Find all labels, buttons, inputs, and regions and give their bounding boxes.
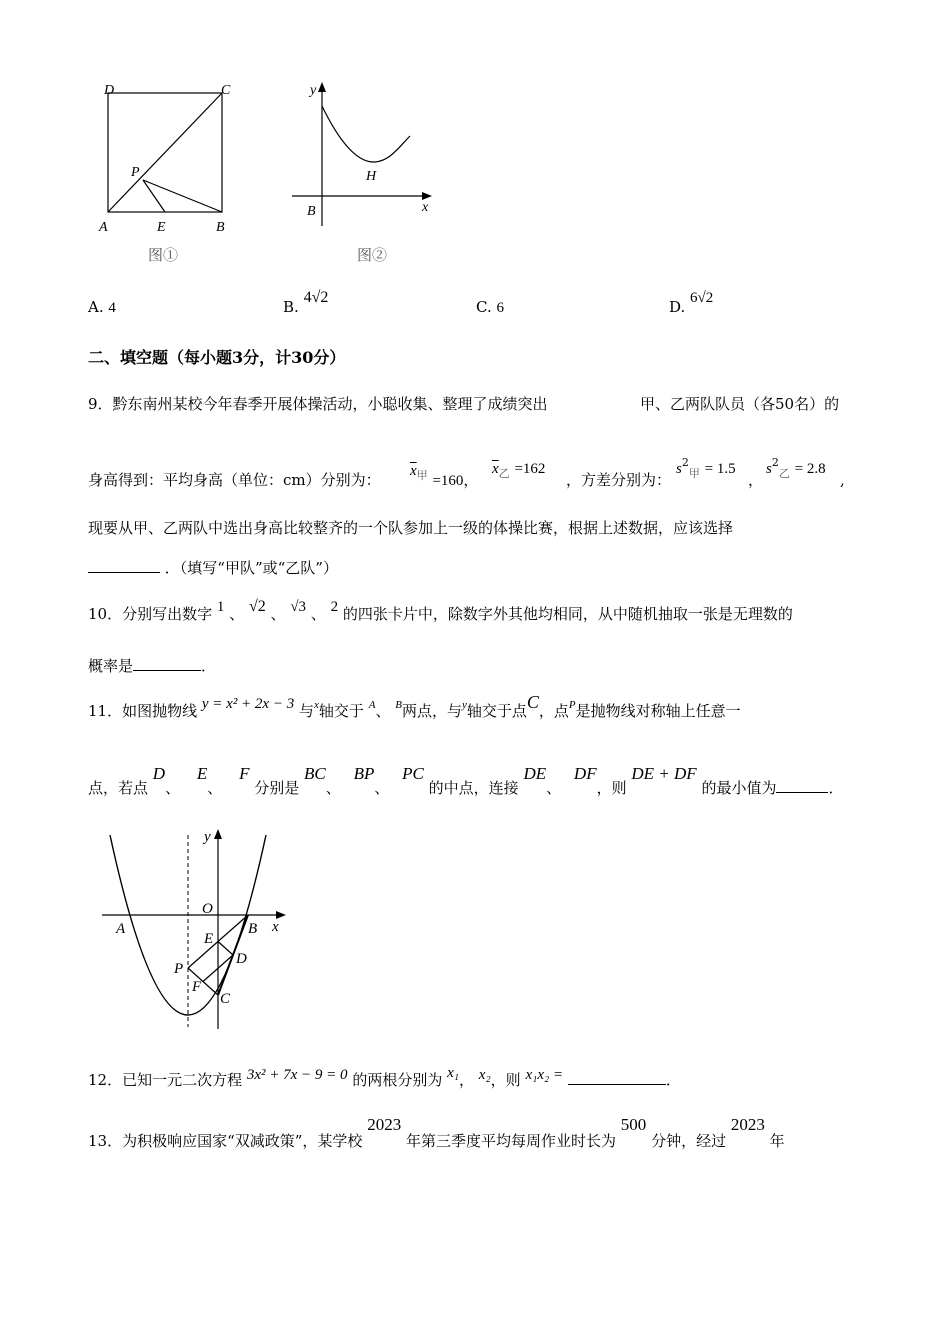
- q9-line3: 现要从甲、乙两队中选出身高比较整齐的一个队参加上一级的体操比赛，根据上述数据，应该选择: [88, 519, 734, 537]
- q11-df: DF: [573, 764, 597, 783]
- q11-t5: ，点: [538, 702, 569, 720]
- q11-b: B: [395, 699, 402, 711]
- q11-t6: 是抛物线对称轴上任意一: [575, 702, 741, 720]
- section-2-title: 二、填空题（每小题3分，计30分）: [88, 348, 346, 367]
- q11-sep-df: 、: [546, 779, 562, 797]
- q11-t4: 轴交于点: [466, 702, 527, 720]
- q11-end: ．: [828, 779, 844, 797]
- option-c: [476, 297, 504, 318]
- segment-de: [218, 942, 233, 956]
- curve: [322, 106, 410, 162]
- s-sup: 2: [681, 456, 689, 469]
- option-d-key: D.: [669, 298, 686, 316]
- sep-2: 、: [270, 605, 286, 623]
- s-sup-2: 2: [771, 456, 779, 469]
- q12-then: ，则: [490, 1071, 521, 1089]
- q11-line2-e: 的最小值为: [701, 779, 777, 797]
- q11-x: x: [314, 699, 319, 711]
- option-a-key: A.: [88, 298, 104, 316]
- q11-sep-ab: 、: [375, 702, 391, 720]
- option-d: [669, 287, 714, 316]
- q10-line2: [88, 654, 216, 676]
- q11-prefix: 11．如图抛物线: [88, 702, 198, 720]
- q13-minutes: 500: [620, 1115, 647, 1134]
- q12-x2: x₂: [478, 1067, 491, 1083]
- q13-year-2: 2023: [730, 1115, 765, 1134]
- q9-line4-text: ．（填写“甲队”或“乙队”）: [164, 559, 338, 577]
- option-c-value: 6: [496, 300, 504, 316]
- q11-bc: BC: [304, 764, 326, 783]
- q12-equation: 3x² + 7x − 9 = 0: [246, 1067, 348, 1083]
- q11-parabola-figure: [96, 825, 296, 1035]
- q12-x1: x₁: [447, 1065, 460, 1081]
- q9-line2-prefix: 身高得到：平均身高（单位：cm）分别为：: [88, 471, 381, 489]
- q9-line4: [88, 556, 338, 578]
- option-a-value: 4: [108, 300, 116, 316]
- q13-line: [88, 1115, 785, 1151]
- s-jia-value: = 1.5: [704, 461, 736, 477]
- q9-line1b: 甲、乙两队队员（各50名）的: [640, 395, 840, 413]
- q11-c: C: [526, 692, 539, 712]
- label-e: E: [204, 931, 214, 947]
- q12-mid: 的两根分别为: [352, 1071, 443, 1089]
- option-d-value: 6√2: [690, 290, 714, 306]
- q11-line2-c: 的中点，连接: [428, 779, 519, 797]
- label-e: E: [157, 220, 166, 235]
- q13-year-1: 2023: [367, 1115, 402, 1134]
- y-axis-arrow: [318, 82, 326, 92]
- label-y: y: [204, 829, 211, 845]
- label-c: C: [220, 991, 231, 1007]
- xbar-symbol-2: $\overline{x}$: [492, 461, 499, 477]
- q11-bp: BP: [353, 764, 375, 783]
- q11-line1: [88, 692, 741, 723]
- sep-3: 、: [310, 605, 326, 623]
- diagonal-ac: [108, 93, 222, 212]
- q11-sep-de: 、: [165, 779, 181, 797]
- s-sub-jia: 甲: [688, 467, 700, 480]
- q11-sep-ef: 、: [207, 779, 223, 797]
- q10-suffix: 的四张卡片中，除数字外其他均相同，从中随机抽取一张是无理数的: [342, 605, 793, 623]
- q11-p: P: [568, 699, 576, 711]
- x-axis-arrow: [422, 192, 432, 200]
- option-a: [88, 297, 116, 318]
- parabola: [110, 835, 266, 1015]
- q10-end: ．: [201, 657, 217, 675]
- q9-comma: ，: [748, 471, 764, 489]
- label-b: B: [248, 921, 258, 937]
- q10-prefix: 10．分别写出数字: [88, 605, 213, 623]
- option-b-value: 4√2: [303, 289, 329, 306]
- q12-end: ．: [665, 1071, 681, 1089]
- y-axis-arrow: [214, 829, 222, 839]
- q11-pc: PC: [402, 764, 424, 783]
- q11-d: D: [152, 764, 166, 783]
- option-c-key: C.: [476, 298, 492, 316]
- q13-a: 13．为积极响应国家“双减政策”，某学校: [88, 1132, 363, 1150]
- q12-prefix: 12．已知一元二次方程: [88, 1071, 243, 1089]
- xbar-sub-yi: 乙: [498, 467, 510, 480]
- q11-sep-bc: 、: [325, 779, 341, 797]
- q9-line1a: 9．黔东南州某校今年春季开展体操活动，小聪收集、整理了成绩突出: [88, 395, 548, 413]
- q12-answer-blank[interactable]: [568, 1068, 666, 1085]
- q9-line2: [88, 470, 381, 490]
- xbar-yi-value: =162: [514, 461, 546, 477]
- q11-e: E: [196, 764, 208, 783]
- q13-d: 年: [769, 1132, 785, 1150]
- q10-line1: [88, 598, 793, 625]
- xbar-sub-jia: 甲: [416, 469, 428, 482]
- q9-s-jia: [676, 458, 736, 480]
- q10-number-4: 2: [330, 599, 339, 615]
- label-d: D: [236, 951, 247, 967]
- q9-s-yi: [766, 458, 826, 480]
- q11-answer-blank[interactable]: [776, 776, 828, 793]
- q13-b: 年第三季度平均每周作业时长为: [406, 1132, 617, 1150]
- q11-line2-d: ，则: [596, 779, 627, 797]
- sep-1: 、: [229, 605, 245, 623]
- q10-number-3: √3: [290, 599, 307, 615]
- label-a: A: [116, 921, 126, 937]
- q12-line: 12．已知一元二次方程 3x² + 7x − 9 = 0 的两根分别为 x₁， x₂，则 x₁x₂ = ．: [88, 1065, 681, 1089]
- label-p: P: [131, 165, 140, 180]
- segment-pb: [143, 180, 222, 212]
- q11-t3: 两点，与: [401, 702, 462, 720]
- label-x: x: [272, 919, 279, 935]
- figure-2-graph: [280, 78, 450, 268]
- s-sub-yi: 乙: [778, 467, 790, 480]
- label-b: B: [216, 220, 225, 235]
- label-c: C: [221, 83, 231, 98]
- option-b-key: B.: [283, 298, 299, 316]
- q10-answer-blank[interactable]: [133, 654, 201, 671]
- q11-t2: 轴交于: [318, 702, 364, 720]
- q11-y: y: [461, 699, 467, 711]
- label-a: A: [99, 220, 108, 235]
- figure-1-caption: 图①: [148, 248, 179, 264]
- q9-comma-2: ,: [840, 471, 845, 489]
- xbar-jia-value: =160，: [432, 473, 479, 489]
- s-yi-value: = 2.8: [794, 461, 826, 477]
- q11-equation: y = x² + 2x − 3: [201, 696, 295, 712]
- label-b: B: [307, 204, 316, 219]
- label-h: H: [366, 169, 377, 184]
- q10-number-1: 1: [216, 599, 225, 615]
- q9-answer-blank[interactable]: [88, 556, 160, 573]
- q11-line2: [88, 764, 844, 798]
- xbar-symbol: $\overline{x}$: [410, 463, 417, 479]
- q13-c: 分钟，经过: [651, 1132, 727, 1150]
- figure-2-caption: 图②: [357, 248, 388, 264]
- label-o: O: [202, 901, 213, 917]
- q11-sum: DE + DF: [631, 764, 697, 783]
- s-symbol: s: [676, 461, 682, 477]
- q11-line2-a: 点，若点: [88, 779, 149, 797]
- label-f: F: [192, 979, 202, 995]
- option-b: [283, 287, 329, 316]
- q11-de: DE: [523, 764, 547, 783]
- q9-xbar-jia: [410, 460, 479, 489]
- s-symbol-2: s: [766, 461, 772, 477]
- x-axis-arrow: [276, 911, 286, 919]
- q11-line2-b: 分别是: [254, 779, 300, 797]
- label-d: D: [104, 83, 115, 98]
- q12-product: x₁x₂ =: [525, 1067, 564, 1083]
- q11-f: F: [239, 764, 250, 783]
- q9-line2b: ，方差分别为：: [566, 471, 672, 489]
- q11-t1: 与: [299, 702, 315, 720]
- q10-line2-text: 概率是: [88, 657, 134, 675]
- label-p: P: [174, 961, 184, 977]
- figure-1-square: [95, 78, 245, 268]
- label-x: x: [422, 200, 429, 215]
- q11-a: A: [368, 699, 376, 711]
- q10-number-2: √2: [248, 598, 266, 615]
- q9-xbar-yi: [492, 458, 545, 480]
- q11-sep-bp: 、: [374, 779, 390, 797]
- label-y: y: [310, 83, 317, 98]
